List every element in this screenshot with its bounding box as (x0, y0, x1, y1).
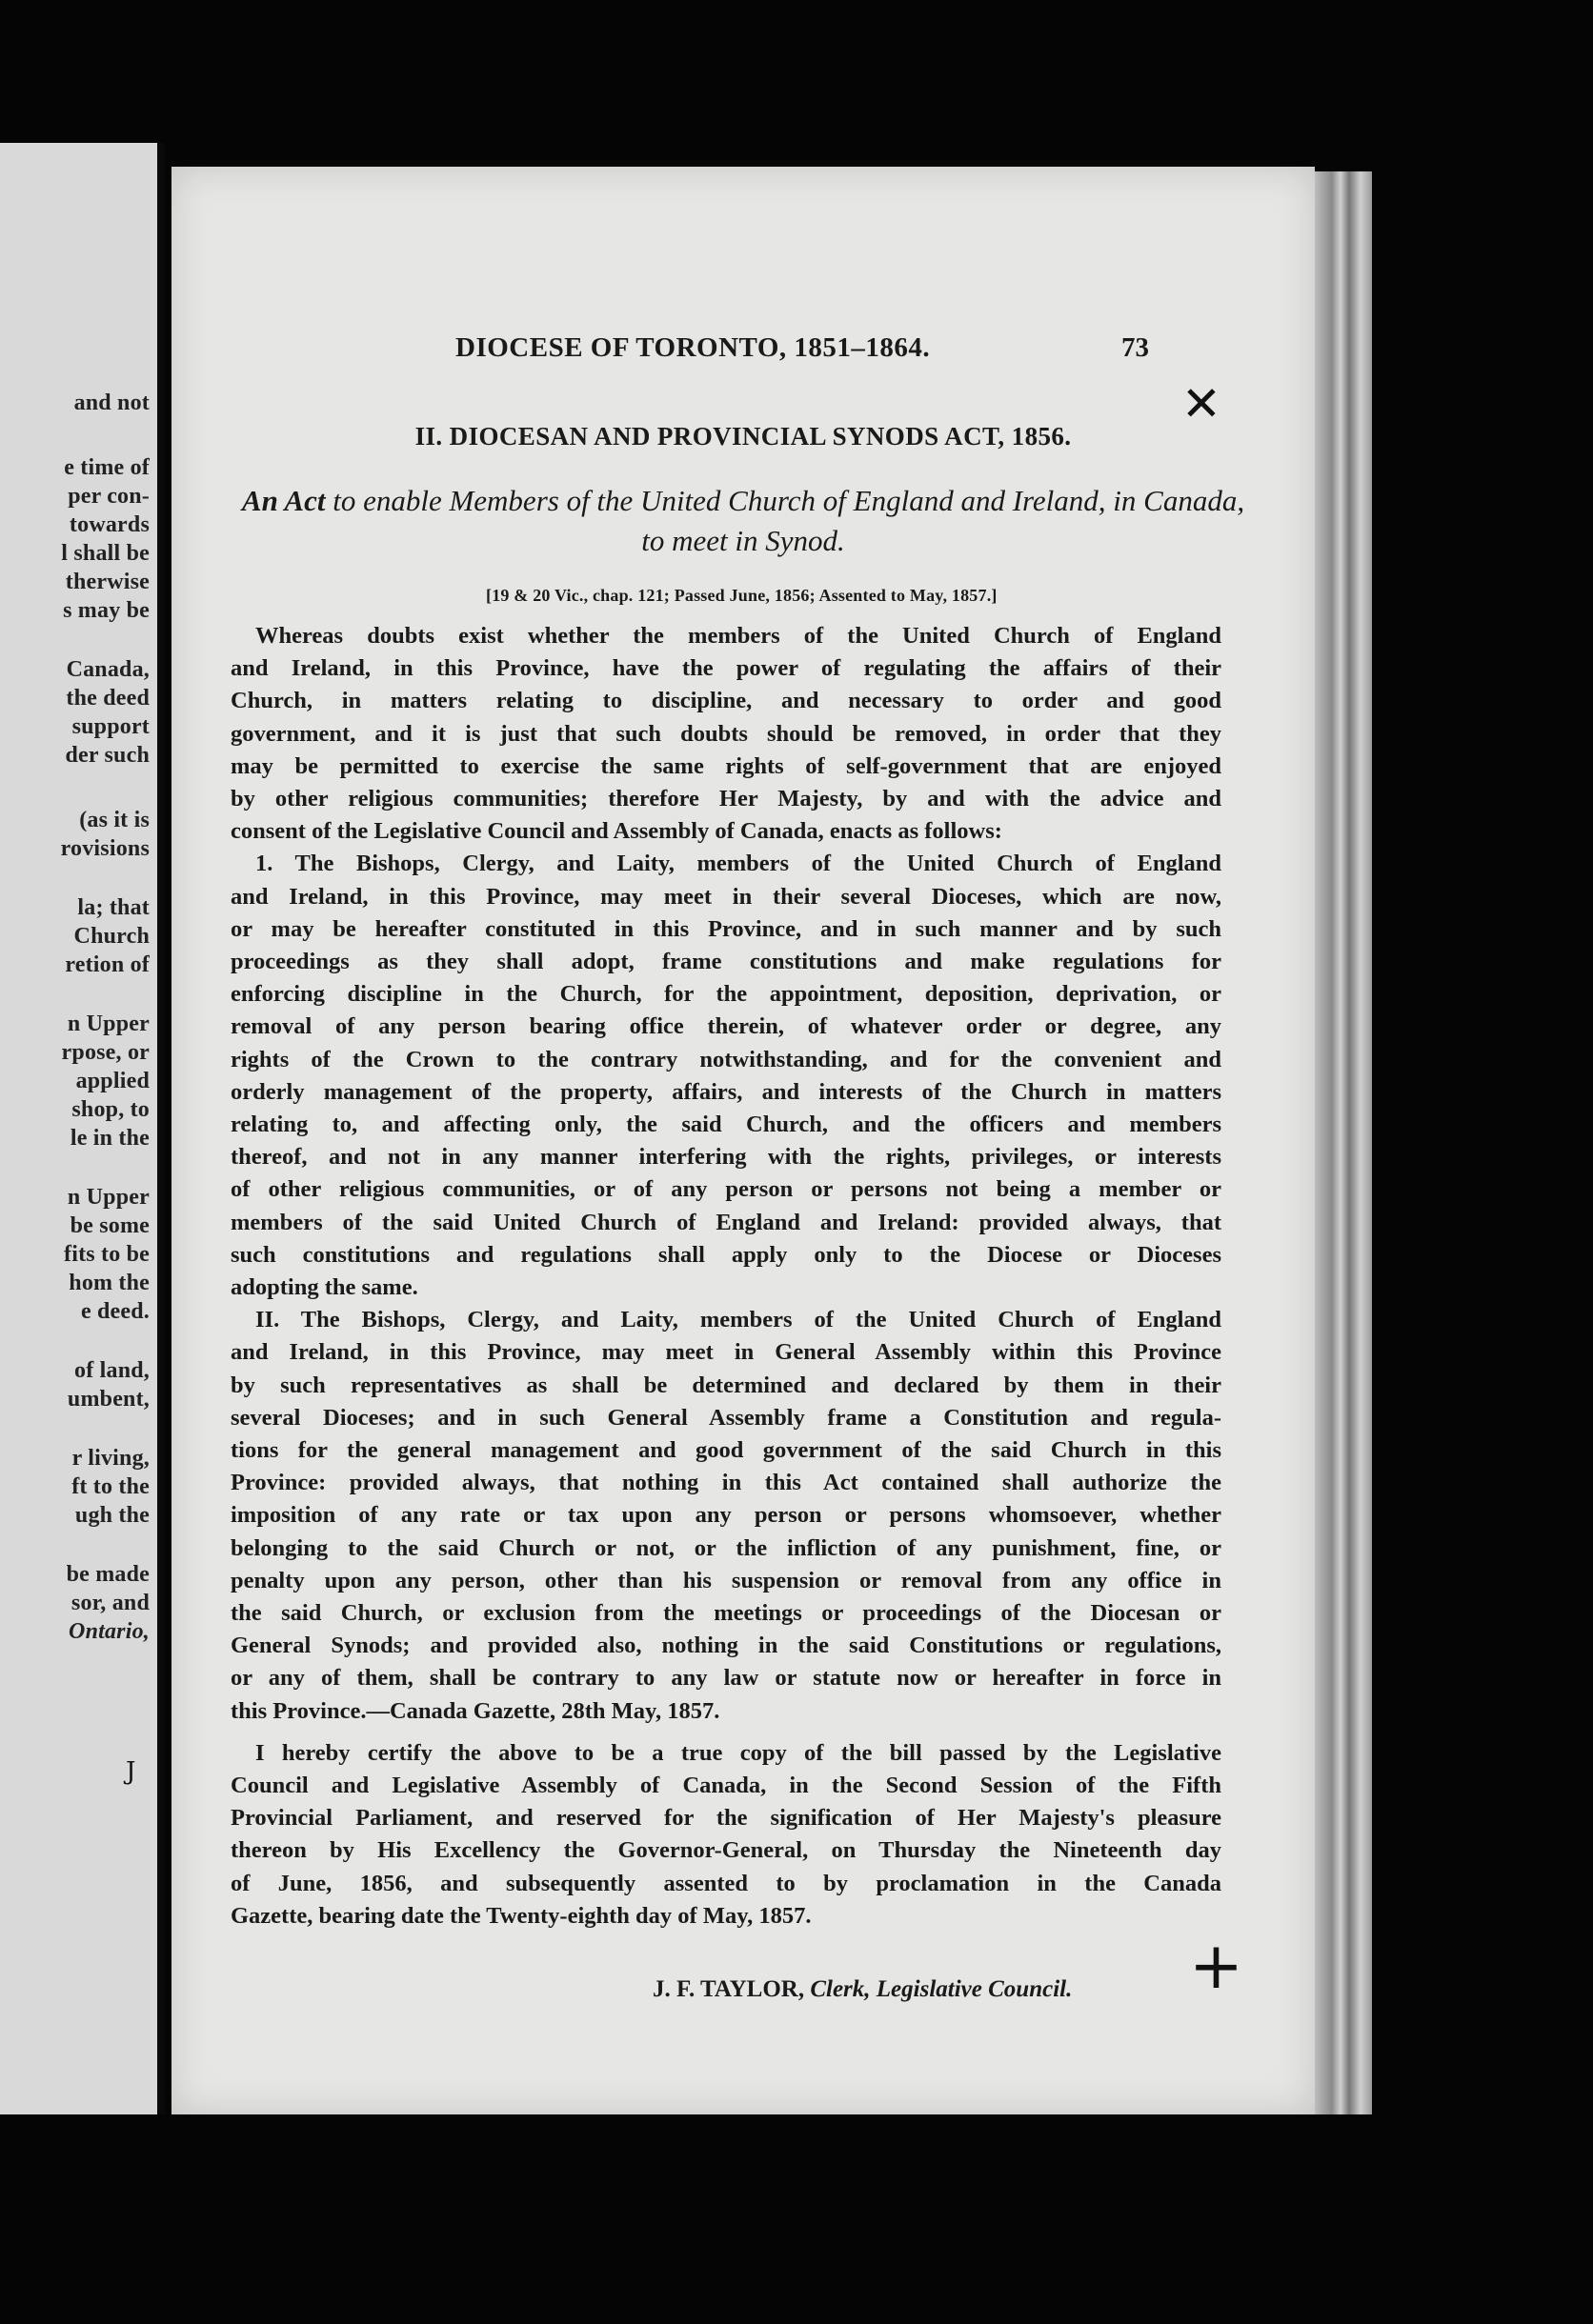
left-page-fragment: n Upper (67, 1012, 150, 1036)
left-page-fragment: Ontario, (69, 1619, 150, 1644)
section-heading: II. DIOCESAN AND PROVINCIAL SYNODS ACT, 1856. (414, 422, 1072, 451)
left-page-fragment: and not (73, 391, 150, 415)
left-page-fragment: sor, and (71, 1591, 150, 1615)
left-page-fragment: n Upper (67, 1185, 150, 1210)
left-page-fragment: towards (69, 512, 150, 537)
left-page-fragment: l shall be (61, 541, 150, 566)
text-line: thereon by His Excellency the Governor-General, on Thursday the Nineteenth day (231, 1837, 1221, 1864)
text-line: and Ireland, in this Province, have the power of regulating the affairs of their (231, 655, 1221, 682)
left-page-fragment: e time of (64, 455, 150, 480)
text-line: of June, 1856, and subsequently assented to by proclamation in the Canada (231, 1870, 1221, 1896)
text-line: I hereby certify the above to be a true copy of the bill passed by the Legislative (255, 1739, 1221, 1766)
text-line: and Ireland, in this Province, may meet in General Assembly within this Province (231, 1339, 1221, 1366)
left-page-fragment: therwise (65, 570, 150, 594)
left-page-fragment: der such (65, 743, 150, 768)
left-page-fragment: support (71, 714, 150, 739)
left-facing-page (0, 143, 157, 2114)
citation: [19 & 20 Vic., chap. 121; Passed June, 1856; Assented to May, 1857.] (486, 586, 998, 605)
text-line: by other religious communities; therefore Her Majesty, by and with the advice and (231, 786, 1221, 811)
running-title: DIOCESE OF TORONTO, 1851–1864. (455, 332, 931, 363)
left-page-fragment: ft to the (71, 1474, 150, 1499)
text-line: Gazette, bearing date the Twenty-eighth day of May, 1857. (231, 1902, 812, 1929)
left-page-fragment: (as it is (79, 808, 150, 832)
text-line: government, and it is just that such doubts should be removed, in order that they (231, 720, 1221, 747)
left-page-fragment: shop, to (71, 1097, 150, 1122)
left-page-fragment: be some (70, 1213, 150, 1238)
text-line: rights of the Crown to the contrary notwithstanding, and for the convenient and (231, 1046, 1221, 1072)
text-line: several Dioceses; and in such General Assembly frame a Constitution and regula- (231, 1404, 1221, 1431)
left-page-fragment: the deed (66, 686, 150, 711)
left-page-fragment: s may be (63, 598, 150, 623)
act-title-rest: to enable Members of the United Church of England and Ireland, in Canada, to meet in Synod. (333, 484, 1245, 557)
left-page-fragment: Church (73, 924, 150, 949)
page-edge (1315, 171, 1372, 2114)
text-line: enforcing discipline in the Church, for the appointment, deposition, deprivation, or (231, 981, 1221, 1008)
left-page-fragment: retion of (65, 952, 150, 977)
text-line: belonging to the said Church or not, or the infliction of any punishment, fine, or (231, 1534, 1221, 1561)
text-line: imposition of any rate or tax upon any person or persons whomsoever, whether (231, 1502, 1221, 1529)
text-line: relating to, and affecting only, the said Church, and the officers and members (231, 1112, 1221, 1137)
page-number: 73 (1121, 332, 1149, 363)
bracket-mark: J (126, 1757, 136, 1786)
text-line: the said Church, or exclusion from the meetings or proceedings of the Diocesan or (231, 1600, 1221, 1626)
text-line: such constitutions and regulations shall apply only to the Diocese or Dioceses (231, 1241, 1221, 1268)
text-line: may be permitted to exercise the same rights of self-government that are enjoyed (231, 752, 1221, 779)
left-page-fragment: per con- (68, 484, 150, 509)
text-line: removal of any person bearing office therein, of whatever order or degree, any (231, 1013, 1221, 1040)
left-page-fragment: r living, (71, 1446, 150, 1471)
left-page-fragment: rovisions (60, 836, 150, 861)
text-line: Church, in matters relating to discipline, and necessary to order and good (231, 688, 1221, 714)
text-line: General Synods; and provided also, nothing in the said Constitutions or regulations, (231, 1633, 1221, 1659)
signature-title: Clerk, Legislative Council. (810, 1976, 1073, 2002)
left-page-fragment: ugh the (74, 1503, 150, 1528)
text-line: or any of them, shall be contrary to any law or statute now or hereafter in force in (231, 1665, 1221, 1692)
act-title (229, 481, 1258, 561)
text-line: this Province.—Canada Gazette, 28th May, 1857. (231, 1697, 720, 1724)
left-page-fragment: Canada, (66, 657, 150, 682)
left-page-fragment: le in the (70, 1126, 150, 1151)
text-line: Whereas doubts exist whether the members of the United Church of England (255, 623, 1221, 649)
x-mark: ✕ (1181, 376, 1221, 431)
left-page-fragment: la; that (77, 895, 150, 920)
left-page-fragment: fits to be (64, 1242, 150, 1267)
act-title-lead: An Act (241, 484, 326, 517)
left-page-fragment: e deed. (80, 1299, 150, 1324)
left-page-fragment: of land, (74, 1358, 150, 1383)
text-line: tions for the general management and good government of the said Church in this (231, 1437, 1221, 1463)
text-line: 1. The Bishops, Clergy, and Laity, members of the United Church of England (255, 851, 1221, 877)
left-page-fragment: applied (75, 1069, 150, 1093)
left-page-fragment: rpose, or (61, 1040, 150, 1065)
text-line: orderly management of the property, affairs, and interests of the Church in matters (231, 1078, 1221, 1105)
main-page (171, 167, 1315, 2114)
text-line: and Ireland, in this Province, may meet in their several Dioceses, which are now, (231, 883, 1221, 910)
text-line: consent of the Legislative Council and Assembly of Canada, enacts as follows: (231, 818, 1002, 845)
text-line: by such representatives as shall be determined and declared by them in their (231, 1372, 1221, 1398)
text-line: penalty upon any person, other than his suspension or removal from any office in (231, 1567, 1221, 1593)
text-line: II. The Bishops, Clergy, and Laity, members of the United Church of England (255, 1307, 1221, 1333)
text-line: members of the said United Church of England and Ireland: provided always, that (231, 1209, 1221, 1235)
text-line: thereof, and not in any manner interfering with the rights, privileges, or interests (231, 1144, 1221, 1171)
left-page-fragment: hom the (69, 1271, 150, 1295)
text-line: Province: provided always, that nothing in this Act contained shall authorize the (231, 1470, 1221, 1496)
text-line: adopting the same. (231, 1274, 418, 1300)
text-line: or may be hereafter constituted in this Province, and in such manner and by such (231, 915, 1221, 942)
signature-name: J. F. TAYLOR, (653, 1976, 805, 2002)
left-page-fragment: be made (66, 1562, 150, 1587)
text-line: Provincial Parliament, and reserved for the signification of Her Majesty's pleasure (231, 1805, 1221, 1832)
text-line: of other religious communities, or of any person or persons not being a member or (231, 1176, 1221, 1203)
signature (653, 1976, 1072, 2003)
plus-mark: + (1189, 1929, 1243, 2004)
text-line: proceedings as they shall adopt, frame constitutions and make regulations for (231, 949, 1221, 974)
left-page-fragment: umbent, (67, 1387, 150, 1412)
gutter (157, 143, 165, 2114)
text-line: Council and Legislative Assembly of Canada, in the Second Session of the Fifth (231, 1773, 1221, 1798)
